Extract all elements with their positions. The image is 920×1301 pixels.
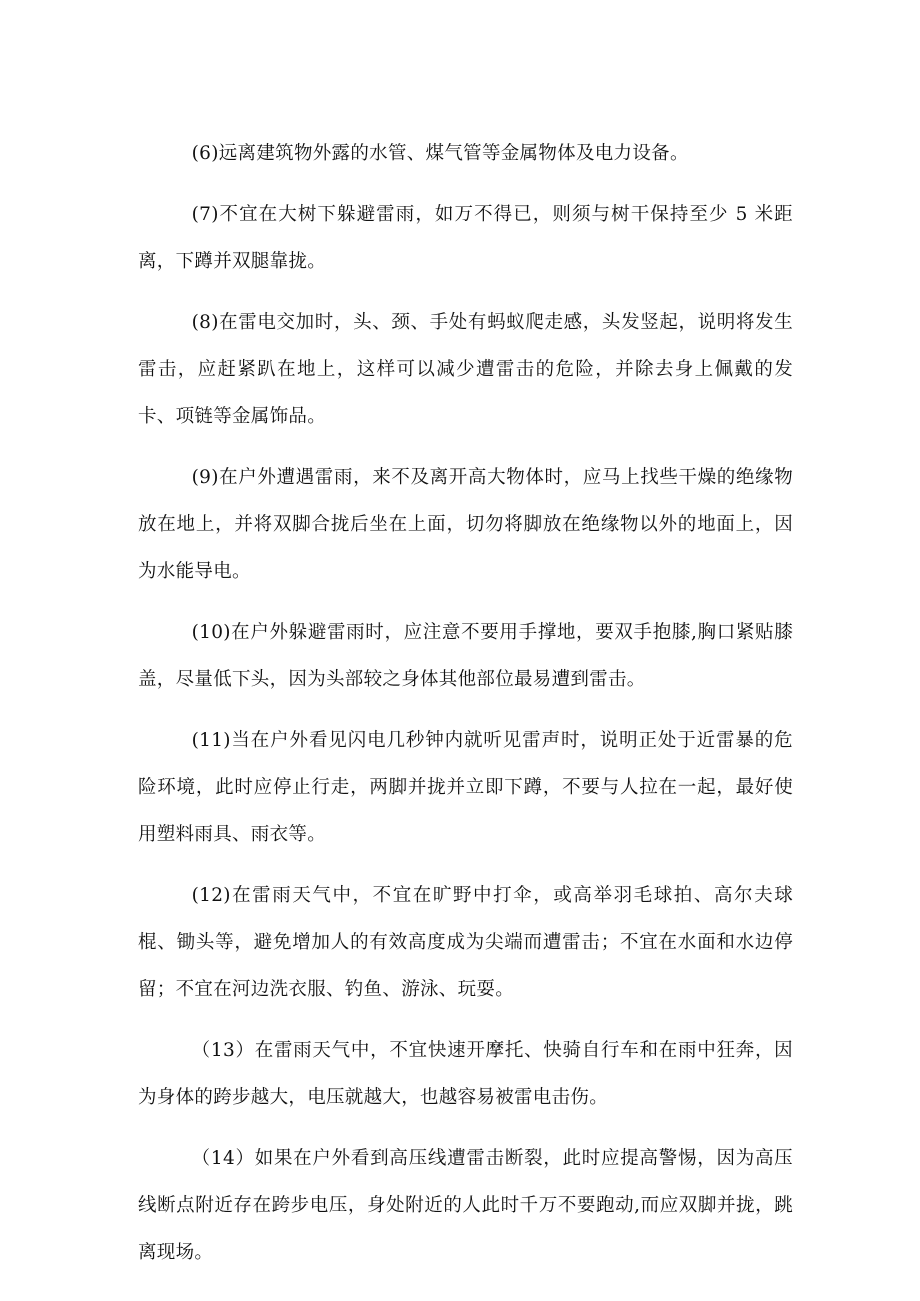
paragraph-13: （13）在雷雨天气中，不宜快速开摩托、快骑自行车和在雨中狂奔，因为身体的跨步越大，电压就越大，也越容易被雷电击伤。 xyxy=(138,1040,793,1108)
paragraph-6: (6)远离建筑物外露的水管、煤气管等金属物体及电力设备。 xyxy=(191,143,689,164)
paragraph-12: (12)在雷雨天气中，不宜在旷野中打伞，或高举羽毛球拍、高尔夫球棍、锄头等，避免增加人的有效高度成为尖端而遭雷击；不宜在水面和水边停留；不宜在河边洗衣服、钓鱼、游泳、玩耍。 xyxy=(138,885,793,1000)
document-body xyxy=(138,130,793,1276)
paragraph-9: (9)在户外遭遇雷雨，来不及离开高大物体时，应马上找些干燥的绝缘物放在地上，并将双脚合拢后坐在上面，切勿将脚放在绝缘物以外的地面上，因为水能导电。 xyxy=(138,467,793,582)
paragraph-7: (7)不宜在大树下躲避雷雨，如万不得已，则须与树干保持至少 5 米距离，下蹲并双腿靠拢。 xyxy=(138,204,793,272)
paragraph-14: （14）如果在户外看到高压线遭雷击断裂，此时应提高警惕，因为高压线断点附近存在跨步电压，身处附近的人此时千万不要跑动,而应双脚并拢，跳离现场。 xyxy=(138,1148,793,1263)
paragraph-8: (8)在雷电交加时，头、颈、手处有蚂蚁爬走感，头发竖起，说明将发生雷击，应赶紧趴在地上，这样可以减少遭雷击的危险，并除去身上佩戴的发卡、项链等金属饰品。 xyxy=(138,312,793,427)
paragraph-11: (11)当在户外看见闪电几秒钟内就听见雷声时，说明正处于近雷暴的危险环境，此时应停止行走，两脚并拢并立即下蹲，不要与人拉在一起，最好使用塑料雨具、雨衣等。 xyxy=(138,730,793,845)
paragraph-10: (10)在户外躲避雷雨时，应注意不要用手撑地，要双手抱膝,胸口紧贴膝盖，尽量低下头，因为头部较之身体其他部位最易遭到雷击。 xyxy=(138,622,793,690)
